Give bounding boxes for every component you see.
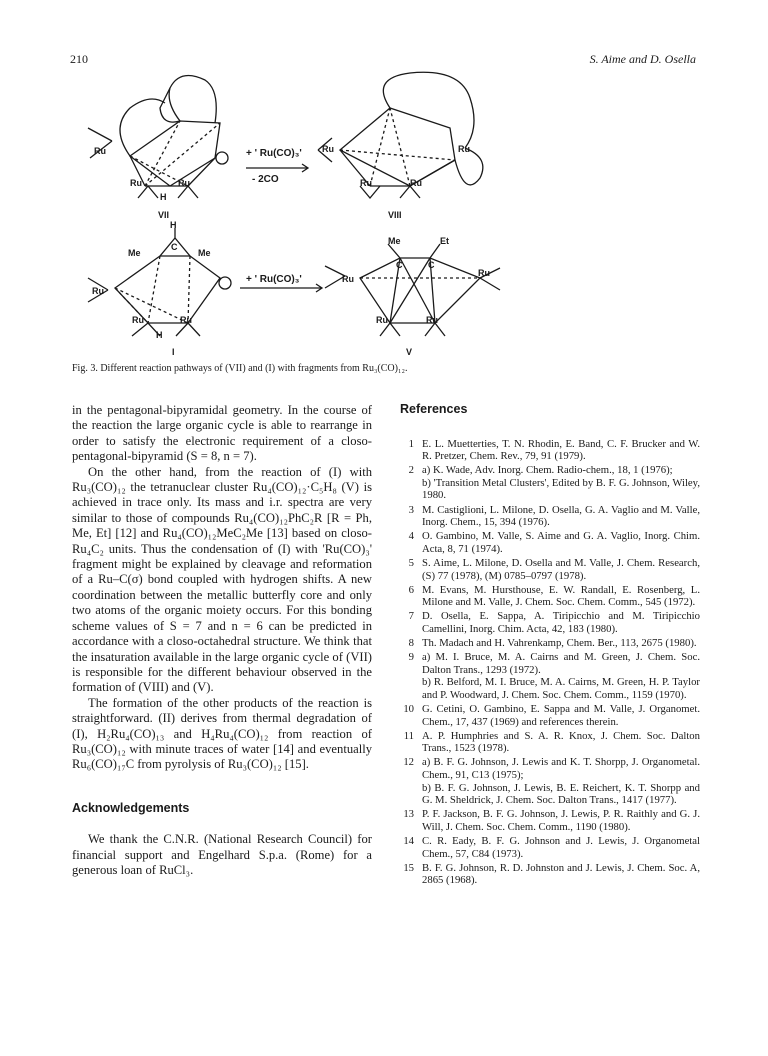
- reference-text: M. Evans, M. Hursthouse, E. W. Randall, E. Rosenberg, L. Milone and M. Valle, J. Chem. Soc. Chem. Comm., 545 (1972).: [422, 583, 700, 609]
- reference-item: [400, 835, 700, 860]
- reference-item: [400, 756, 700, 806]
- carbon-label: C: [171, 242, 178, 252]
- reference-number: 10: [403, 702, 414, 715]
- hydrogen-label: H: [170, 220, 177, 230]
- reference-item: [400, 651, 700, 701]
- reagent-label-bottom: + ' Ru(CO)₃': [246, 274, 302, 285]
- compound-label-vii: VII: [158, 210, 170, 220]
- figure-caption: Fig. 3. Different reaction pathways of (VII) and (I) with fragments from Ru₃(CO)₁₂.: [72, 363, 408, 374]
- reference-number: 1: [408, 437, 414, 450]
- ru-label: Ru: [342, 274, 354, 284]
- methyl-label: Me: [198, 248, 211, 258]
- running-header-authors: S. Aime and D. Osella: [589, 52, 696, 66]
- references-list: [400, 438, 700, 887]
- reference-text: A. P. Humphries and S. A. R. Knox, J. Chem. Soc. Dalton Trans., 1523 (1978).: [422, 729, 700, 755]
- reference-text: E. L. Muetterties, T. N. Rhodin, E. Band, C. F. Brucker and W. R. Pretzer, Chem. Rev., 79, 91 (1979).: [422, 437, 700, 463]
- reagent-label-top-co: - 2CO: [252, 174, 279, 185]
- reference-number: 5: [408, 556, 414, 569]
- paragraph: On the other hand, from the reaction of (I) with Ru₃(CO)₁₂ the tetranuclear cluster Ru₄(CO)₁₂·C₅H₈ (V) is achieved in trace only. Its mass and i.r. spectra are very similar to those of compounds Ru₄(CO)₁₂PhC₂R [R = Ph, Me, Et] [12] and Ru₄(CO)₁₂MeC₂Me [13] based on closo-Ru₄C₂ units. Thus the condensation of (I) with 'Ru(CO)₃' fragment might be explained by cleavage and reformation of a Ru–C(σ) bond coupled with hydrogen shifts. A new coordination between the metallic butterfly core and only two atoms of the organic moiety occurs. For this bonding scheme values of S = 7 and n = 6 can be predicted in accordance with a closo-octahedral structure. We think that the insaturation available in the large organic cycle of (VII) is responsible for the different behaviour observed in the formation of (VIII) and (V).: [72, 464, 372, 695]
- reference-item: [400, 808, 700, 833]
- reference-number: 6: [408, 583, 414, 596]
- compound-vii-structure: [88, 76, 228, 199]
- reference-number: 11: [403, 729, 414, 742]
- paragraph: The formation of the other products of the reaction is straightforward. (II) derives from thermal degradation of (I), H₂Ru₄(CO)₁₃ and H₄Ru₄(CO)₁₂ from reaction of Ru₃(CO)₁₂ with minute traces of water [14] and eventually Ru₆(CO)₁₇C from pyrolysis of Ru₃(CO)₁₂ [15].: [72, 695, 372, 772]
- compound-i-structure: [88, 228, 231, 336]
- reference-item: [400, 730, 700, 755]
- reference-number: 13: [403, 808, 414, 821]
- reference-number: 3: [408, 503, 414, 516]
- methyl-label: Me: [128, 248, 141, 258]
- hydride-label: H: [156, 330, 163, 340]
- reference-number: 14: [403, 834, 414, 847]
- reaction-arrow-top: [246, 164, 308, 172]
- methyl-label: Me: [388, 236, 401, 246]
- reagent-label-top: + ' Ru(CO)₃': [246, 148, 302, 159]
- reaction-scheme-figure: [70, 68, 698, 358]
- reference-text: M. Castiglioni, L. Milone, D. Osella, G. A. Vaglio and M. Valle, Inorg. Chem., 15, 394 (1976).: [422, 503, 700, 529]
- reference-text: O. Gambino, M. Valle, S. Aime and G. A. Vaglio, Inorg. Chim. Acta, 8, 71 (1974).: [422, 530, 700, 555]
- ru-label: Ru: [322, 144, 334, 154]
- reference-text: D. Osella, E. Sappa, A. Tiripicchio and M. Tiripicchio Camellini, Inorg. Chim. Acta, 42, 183 (1980).: [422, 610, 700, 635]
- reference-text: Th. Madach and H. Vahrenkamp, Chem. Ber., 113, 2675 (1980).: [422, 637, 697, 649]
- reference-item: [400, 504, 700, 529]
- ru-label: Ru: [130, 178, 142, 188]
- reference-item: [400, 610, 700, 635]
- reaction-arrow-bottom: [240, 284, 322, 292]
- reference-item: [400, 703, 700, 728]
- reference-number: 15: [403, 861, 414, 874]
- ru-label: Ru: [92, 286, 104, 296]
- compound-label-v: V: [406, 347, 413, 357]
- paragraph: in the pentagonal-bipyramidal geometry. In the course of the reaction the large organic cycle is able to rearrange in order to satisfy the electronic requirement of a closo-pentagonal-bipyramid (S = 8, n = 7).: [72, 403, 372, 464]
- ru-label: Ru: [478, 268, 490, 278]
- compound-viii-structure: [318, 72, 483, 198]
- compound-v-structure: [325, 244, 500, 336]
- ru-label: Ru: [376, 315, 388, 325]
- acknowledgements-heading: Acknowledgements: [72, 800, 190, 815]
- reference-number: 8: [408, 637, 414, 649]
- compound-label-i: I: [172, 347, 175, 357]
- reference-item: [400, 637, 700, 650]
- reference-text: a) M. I. Bruce, M. A. Cairns and M. Green, J. Chem. Soc. Dalton Trans., 1293 (1972).: [422, 651, 700, 676]
- reference-text: S. Aime, L. Milone, D. Osella and M. Valle, J. Chem. Research, (S) 77 (1978), (M) 0785–0797 (1978).: [422, 556, 700, 582]
- carbon-label: C: [428, 260, 435, 270]
- ru-label: Ru: [94, 146, 106, 156]
- reference-subitem: b) 'Transition Metal Clusters', Edited by B. F. G. Johnson, Wiley, 1980.: [422, 476, 700, 502]
- reference-subitem: b) B. F. G. Johnson, J. Lewis, B. E. Reichert, K. T. Shorpp and G. M. Sheldrick, J. Chem. Soc. Dalton Trans., 1417 (1977).: [422, 781, 700, 807]
- body-text-column: [72, 403, 372, 878]
- acknowledgements-text: We thank the C.N.R. (National Research Council) for financial support and Engelhard S.p.a. (Rome) for a generous loan of RuCl₃.: [72, 832, 372, 877]
- ru-label: Ru: [360, 178, 372, 188]
- references-section: [400, 403, 700, 888]
- reference-text: a) B. F. G. Johnson, J. Lewis and K. T. Shorpp, J. Organometal. Chem., 91, C13 (1975);: [422, 756, 700, 781]
- reference-number: 2: [408, 464, 414, 477]
- reference-item: [400, 862, 700, 887]
- page-number: 210: [70, 52, 88, 66]
- ru-label: Ru: [410, 178, 422, 188]
- hydride-label: H: [160, 192, 167, 202]
- references-heading: References: [400, 402, 468, 416]
- reference-item: [400, 584, 700, 609]
- reference-item: [400, 438, 700, 463]
- reference-text: a) K. Wade, Adv. Inorg. Chem. Radio-chem., 18, 1 (1976);: [422, 464, 673, 477]
- reference-text: G. Cetini, O. Gambino, E. Sappa and M. Valle, J. Organomet. Chem., 17, 437 (1969) and references therein.: [422, 702, 700, 728]
- reference-number: 4: [408, 530, 414, 543]
- reference-number: 9: [408, 651, 414, 664]
- reference-text: P. F. Jackson, B. F. G. Johnson, J. Lewis, P. R. Raithly and G. J. Will, J. Chem. Soc. Chem. Comm., 1190 (1980).: [422, 808, 700, 833]
- carbon-label: C: [396, 260, 403, 270]
- ru-label: Ru: [180, 315, 192, 325]
- ru-label: Ru: [426, 315, 438, 325]
- ru-label: Ru: [178, 178, 190, 188]
- reference-subitem: b) R. Belford, M. I. Bruce, M. A. Cairns, M. Green, H. P. Taylor and P. Woodward, J. Chem. Soc. Chem. Comm., 1159 (1970).: [422, 676, 700, 701]
- reference-item: [400, 530, 700, 555]
- reference-item: [400, 557, 700, 582]
- ethyl-label: Et: [440, 236, 449, 246]
- ru-label: Ru: [132, 315, 144, 325]
- reference-text: C. R. Eady, B. F. G. Johnson and J. Lewis, J. Organometal Chem., 57, C84 (1973).: [422, 834, 700, 860]
- reference-item: [400, 464, 700, 502]
- reference-number: 12: [403, 756, 414, 769]
- reference-text: B. F. G. Johnson, R. D. Johnston and J. Lewis, J. Chem. Soc. A, 2865 (1968).: [422, 861, 700, 887]
- reference-number: 7: [408, 610, 414, 623]
- compound-label-viii: VIII: [388, 210, 402, 220]
- ru-label: Ru: [458, 144, 470, 154]
